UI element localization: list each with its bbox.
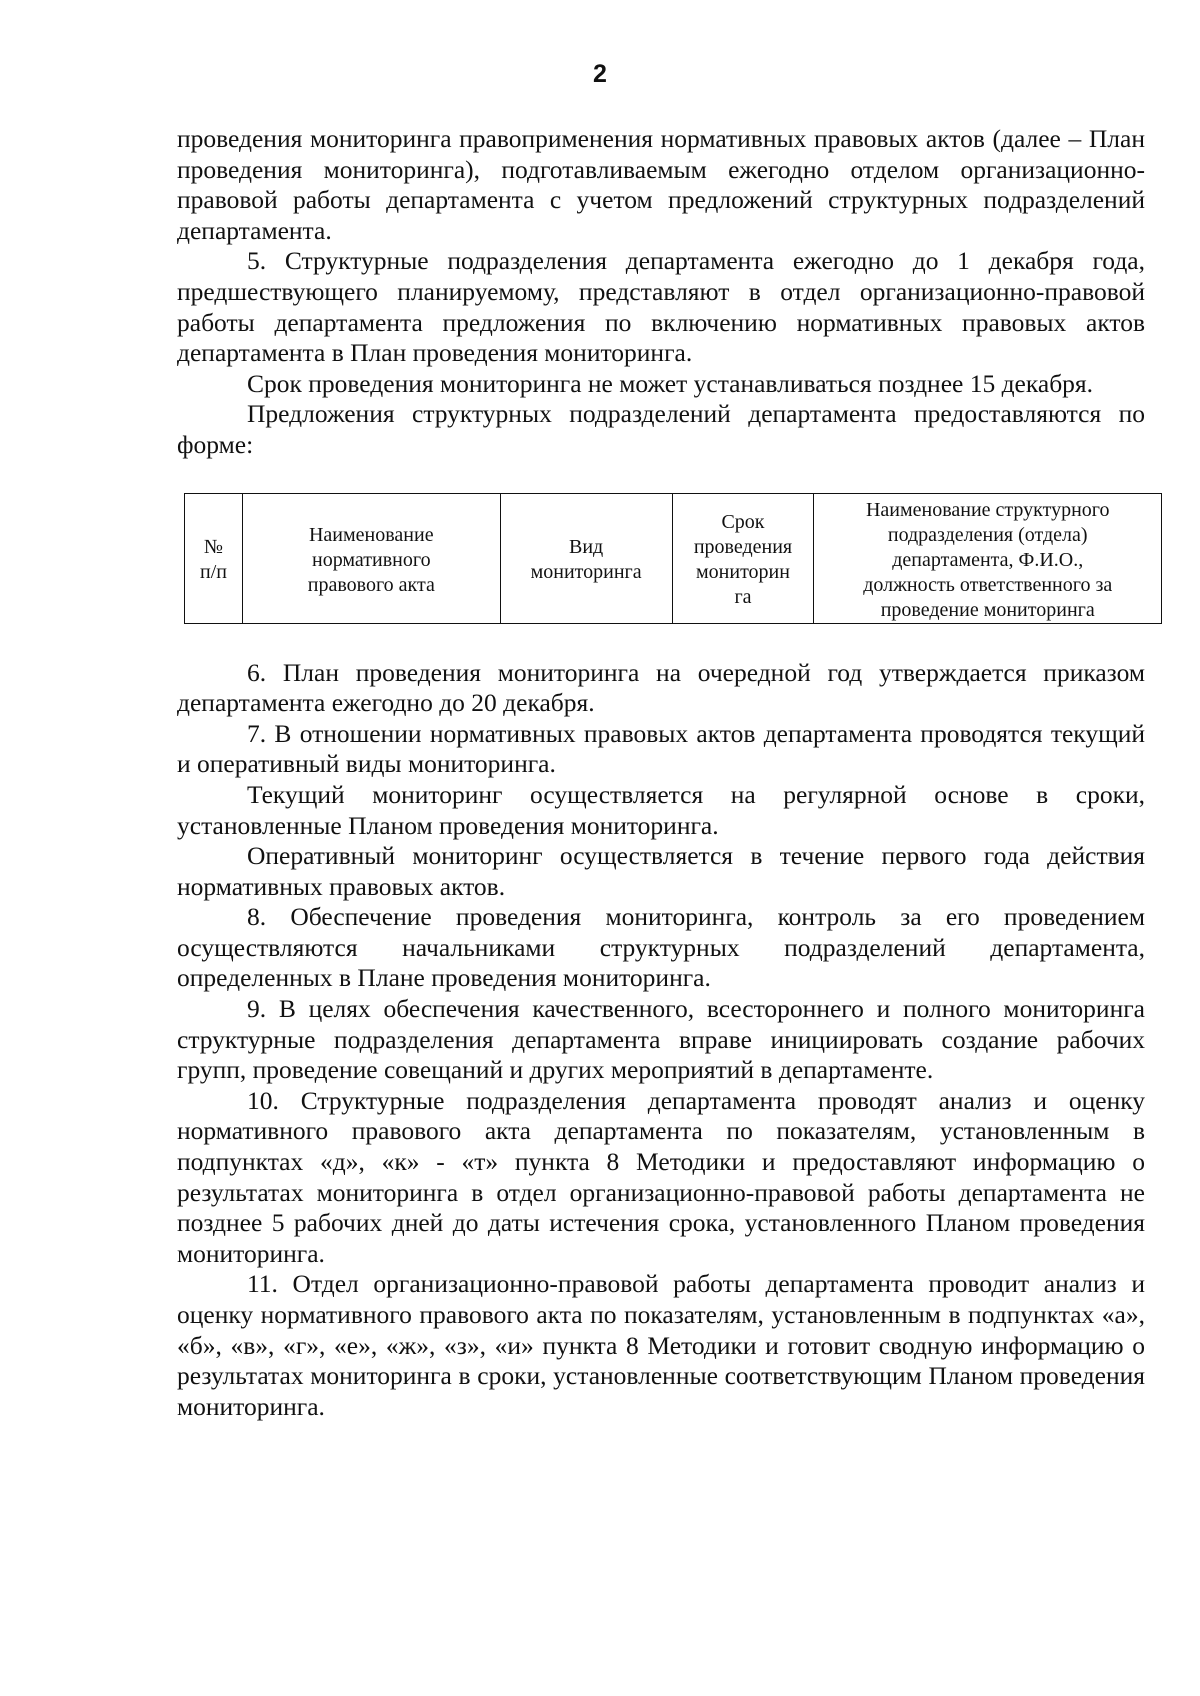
paragraph-item-6: 6. План проведения мониторинга на очередной год утверждается приказом департамента ежегодно до 20 декабря.: [177, 657, 1145, 718]
paragraph: Предложения структурных подразделений департамента предоставляются по форме:: [177, 399, 1145, 459]
proposal-form-table: [184, 493, 1162, 624]
paragraphs-top: [177, 124, 1145, 461]
paragraph: Текущий мониторинг осуществляется на регулярной основе в сроки, установленные Планом проведения мониторинга.: [177, 779, 1145, 840]
paragraphs-bottom: [177, 658, 1145, 1423]
paragraph: Оперативный мониторинг осуществляется в течение первого года действия нормативных правовых актов.: [177, 841, 1145, 901]
table-header-row: [185, 493, 1162, 623]
header-cell-act-name: Наименование нормативного правового акта: [242, 493, 500, 623]
paragraph-item-10: 10. Структурные подразделения департамента проводят анализ и оценку нормативного правового акта департамента по показателям, установленным в подпунктах «д», «к» - «т» пункта 8 Методики и предоставляют информацию о результатах мониторинга в отдел организационно-правовой работы департамента не позднее 5 рабочих дней до даты истечения срока, установленного Планом проведения мониторинга.: [177, 1085, 1145, 1268]
document-body: [177, 124, 1145, 1422]
page-number: 2: [593, 60, 607, 88]
header-cell-term: Срок проведения мониторин га: [672, 493, 814, 623]
paragraph: Срок проведения мониторинга не может устанавливаться позднее 15 декабря.: [247, 368, 1094, 398]
paragraph: проведения мониторинга правоприменения нормативных правовых актов (далее – План проведения мониторинга), подготавливаемым ежегодно отделом организационно-правовой работы департамента с учетом предложений структурных подразделений департамента.: [177, 124, 1145, 245]
paragraph-item-11: 11. Отдел организационно-правовой работы департамента проводит анализ и оценку нормативного правового акта по показателям, установленным в подпунктах «а», «б», «в», «г», «е», «ж», «з», «и» пункта 8 Методики и готовит сводную информацию о результатах мониторинга в сроки, установленные соответствующим Планом проведения мониторинга.: [177, 1269, 1145, 1421]
paragraph-item-9: 9. В целях обеспечения качественного, всестороннего и полного мониторинга структурные подразделения департамента вправе инициировать создание рабочих групп, проведение совещаний и других мероприятий в департаменте.: [177, 994, 1145, 1085]
header-cell-responsible: Наименование структурного подразделения (отдела) департамента, Ф.И.О., должность ответственного за проведение мониторинга: [814, 493, 1162, 623]
header-cell-monitoring-type: Вид мониторинга: [500, 493, 672, 623]
paragraph-item-8: 8. Обеспечение проведения мониторинга, контроль за его проведением осуществляются начальниками структурных подразделений департамента, определенных в Плане проведения мониторинга.: [177, 902, 1145, 993]
paragraph-item-5: 5. Структурные подразделения департамента ежегодно до 1 декабря года, предшествующего планируемому, представляют в отдел организационно-правовой работы департамента предложения по включению нормативных правовых актов департамента в План проведения мониторинга.: [177, 246, 1145, 368]
header-cell-number: № п/п: [185, 493, 243, 623]
paragraph-item-7: 7. В отношении нормативных правовых актов департамента проводятся текущий и оперативный виды мониторинга.: [177, 718, 1145, 779]
